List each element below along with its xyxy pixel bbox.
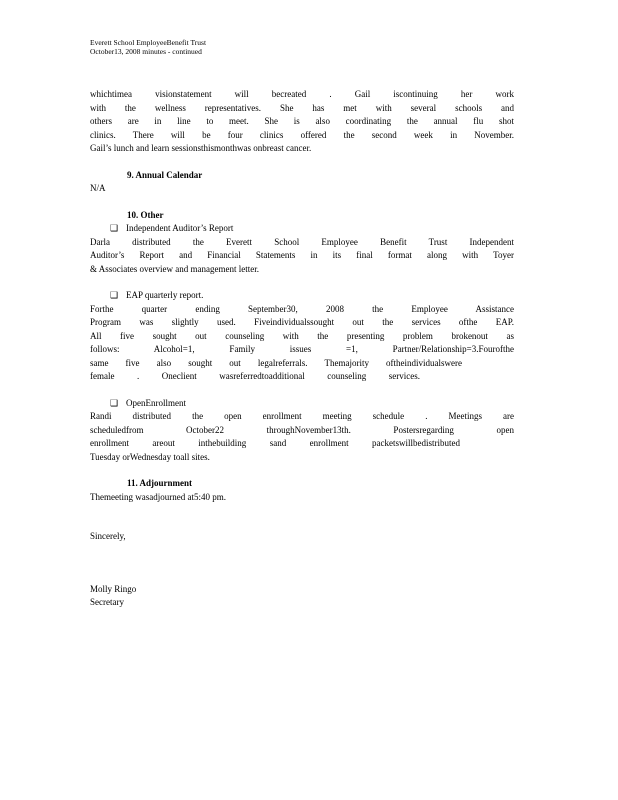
closing-salutation: Sincerely, [90, 531, 126, 541]
text-line: with the wellness representatives. She has met with several schools and [90, 102, 514, 113]
text-line: & Associates overview and management letter. [90, 263, 259, 274]
text-line: Forthe quarter ending September30, 2008 the Employee Assistance [90, 303, 514, 314]
open-enrollment-item [90, 397, 514, 465]
section-9-text: N/A [90, 183, 106, 193]
text-line: clinics. There will be four clinics offered the second week in November. [90, 129, 514, 140]
text-line: others are in line to meet. She is also coordinating the annual flu shot [90, 116, 514, 126]
section-11-text: Themeeting wasadjourned at5:40 pm. [90, 491, 226, 502]
text-line: Darla distributed the Everett School Employee Benefit Trust Independent [90, 236, 514, 247]
intro-paragraph [90, 88, 514, 156]
text-line: enrollment areout inthebuilding sand enrollment packetswillbedistributed [90, 438, 460, 448]
checkbox-bullet-icon: ❑ [110, 290, 119, 300]
running-header-line-2: October13, 2008 minutes - continued [90, 47, 202, 56]
bullet-title [90, 289, 514, 303]
text-line: follows: Alcohol=1, Family issues =1, Partner/Relationship=3.Fourofthe [90, 344, 514, 354]
bullet-title-text: OpenEnrollment [126, 397, 186, 408]
running-header-line-1: Everett School EmployeeBenefit Trust [90, 38, 207, 47]
bullet-title-text: Independent Auditor’s Report [126, 223, 234, 233]
signatory-title: Secretary [90, 597, 124, 607]
text-line: same five also sought out legalreferrals. Themajority oftheindividualswere [90, 357, 462, 368]
document-body [90, 88, 514, 610]
section-11-heading: 11. Adjournment [127, 478, 193, 488]
text-line: All five sought out counseling with the presenting problem brokenout as [90, 330, 514, 341]
text-line: Gail’s lunch and learn sessionsthismonthwas onbreast cancer. [90, 143, 312, 153]
eap-report-item [90, 289, 514, 384]
text-line: whichtimea visionstatement will becreated . Gail iscontinuing her work [90, 89, 514, 99]
signatory-name: Molly Ringo [90, 583, 137, 594]
text-line: Auditor’s Report and Financial Statements in its final format along with Toyer [90, 250, 514, 260]
text-line: Tuesday orWednesday toall sites. [90, 451, 210, 462]
checkbox-bullet-icon: ❑ [110, 397, 119, 408]
section-10-heading: 10. Other [127, 209, 164, 220]
bullet-title [90, 222, 514, 236]
auditor-report-item [90, 222, 514, 276]
bullet-title-text: EAP quarterly report. [126, 290, 204, 300]
text-line: female . Oneclient wasreferredtoadditional counseling services. [90, 371, 420, 381]
section-9-heading: 9. Annual Calendar [127, 169, 203, 180]
bullet-title [90, 397, 514, 411]
checkbox-bullet-icon: ❑ [110, 223, 119, 233]
text-line: Program was slightly used. Fiveindividualssought out the services ofthe EAP. [90, 317, 514, 327]
text-line: Randi distributed the open enrollment meeting schedule . Meetings are [90, 411, 514, 421]
text-line: scheduledfrom October22 throughNovember13th. Postersregarding open [90, 424, 514, 435]
